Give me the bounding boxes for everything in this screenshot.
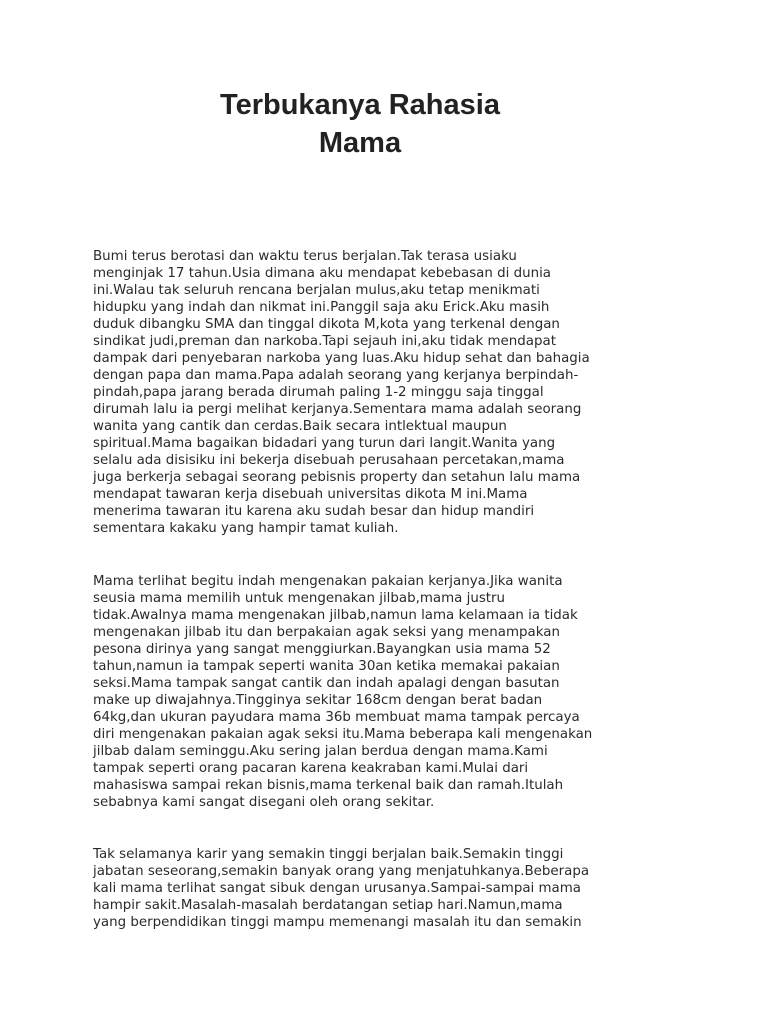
text-line: tahun,namun ia tampak seperti wanita 30an ketika memakai pakaian (93, 659, 560, 674)
text-line: tampak seperti orang pacaran karena keakraban kami.Mulai dari (93, 761, 529, 776)
text-line: kali mama terlihat sangat sibuk dengan urusanya.Sampai-sampai mama (93, 881, 582, 896)
text-line: spiritual.Mama bagaikan bidadari yang turun dari langit.Wanita yang (93, 436, 556, 451)
text-line: yang berpendidikan tinggi mampu memenangi masalah itu dan semakin (93, 915, 582, 930)
text-line: mengenakan jilbab itu dan berpakaian agak seksi yang menampakan (93, 625, 560, 640)
paragraph-3 (93, 846, 678, 931)
text-line: diri mengenakan pakaian agak seksi itu.Mama beberapa kali mengenakan (93, 727, 593, 742)
text-line: hampir sakit.Masalah-masalah berdatangan setiap hari.Namun,mama (93, 898, 563, 913)
text-line: selalu ada disisiku ini bekerja disebuah perusahaan percetakan,mama (93, 453, 565, 468)
text-line: pindah,papa jarang berada dirumah paling 1-2 minggu saja tinggal (93, 385, 544, 400)
text-line: seusia mama memilih untuk mengenakan jilbab,mama justru (93, 591, 506, 606)
text-line: Mama terlihat begitu indah mengenakan pakaian kerjanya.Jika wanita (93, 574, 563, 589)
text-line: sindikat judi,preman dan narkoba.Tapi sejauh ini,aku tidak mendapat (93, 334, 556, 349)
document-title (190, 86, 530, 162)
text-line: jilbab dalam seminggu.Aku sering jalan berdua dengan mama.Kami (93, 744, 548, 759)
text-line: juga berkerja sebagai seorang pebisnis property dan setahun lalu mama (93, 470, 581, 485)
text-line: 64kg,dan ukuran payudara mama 36b membuat mama tampak percaya (93, 710, 580, 725)
text-line: dirumah lalu ia pergi melihat kerjanya.Sementara mama adalah seorang (93, 402, 582, 417)
text-line: hidupku yang indah dan nikmat ini.Panggil saja aku Erick.Aku masih (93, 300, 550, 315)
text-line: Bumi terus berotasi dan waktu terus berjalan.Tak terasa usiaku (93, 249, 517, 264)
text-line: tidak.Awalnya mama mengenakan jilbab,namun lama kelamaan ia tidak (93, 608, 578, 623)
text-line: make up diwajahnya.Tingginya sekitar 168cm dengan berat badan (93, 693, 543, 708)
text-line: seksi.Mama tampak sangat cantik dan indah apalagi dengan basutan (93, 676, 560, 691)
text-line: dengan papa dan mama.Papa adalah seorang yang kerjanya berpindah- (93, 368, 579, 383)
text-line: duduk dibangku SMA dan tinggal dikota M,kota yang terkenal dengan (93, 317, 560, 332)
text-line: Tak selamanya karir yang semakin tinggi berjalan baik.Semakin tinggi (93, 847, 564, 862)
text-line: sebabnya kami sangat disegani oleh orang sekitar. (93, 795, 435, 810)
text-line: menginjak 17 tahun.Usia dimana aku mendapat kebebasan di dunia (93, 266, 552, 281)
text-line: jabatan seseorang,semakin banyak orang yang menjatuhkanya.Beberapa (93, 864, 590, 879)
text-line: dampak dari penyebaran narkoba yang luas.Aku hidup sehat dan bahagia (93, 351, 590, 366)
text-line: mendapat tawaran kerja disebuah universitas dikota M ini.Mama (93, 487, 528, 502)
paragraph-2 (93, 573, 678, 811)
title-line-2: Mama (318, 127, 402, 159)
text-line: mahasiswa sampai rekan bisnis,mama terkenal baik dan ramah.Itulah (93, 778, 564, 793)
text-line: menerima tawaran itu karena aku sudah besar dan hidup mandiri (93, 504, 535, 519)
text-line: sementara kakaku yang hampir tamat kuliah. (93, 521, 399, 536)
text-line: pesona dirinya yang sangat menggiurkan.Bayangkan usia mama 52 (93, 642, 551, 657)
title-line-1: Terbukanya Rahasia (220, 89, 500, 121)
text-line: wanita yang cantik dan cerdas.Baik secara intlektual maupun (93, 419, 507, 434)
paragraph-1 (93, 248, 678, 537)
text-line: ini.Walau tak seluruh rencana berjalan mulus,aku tetap menikmati (93, 283, 540, 298)
